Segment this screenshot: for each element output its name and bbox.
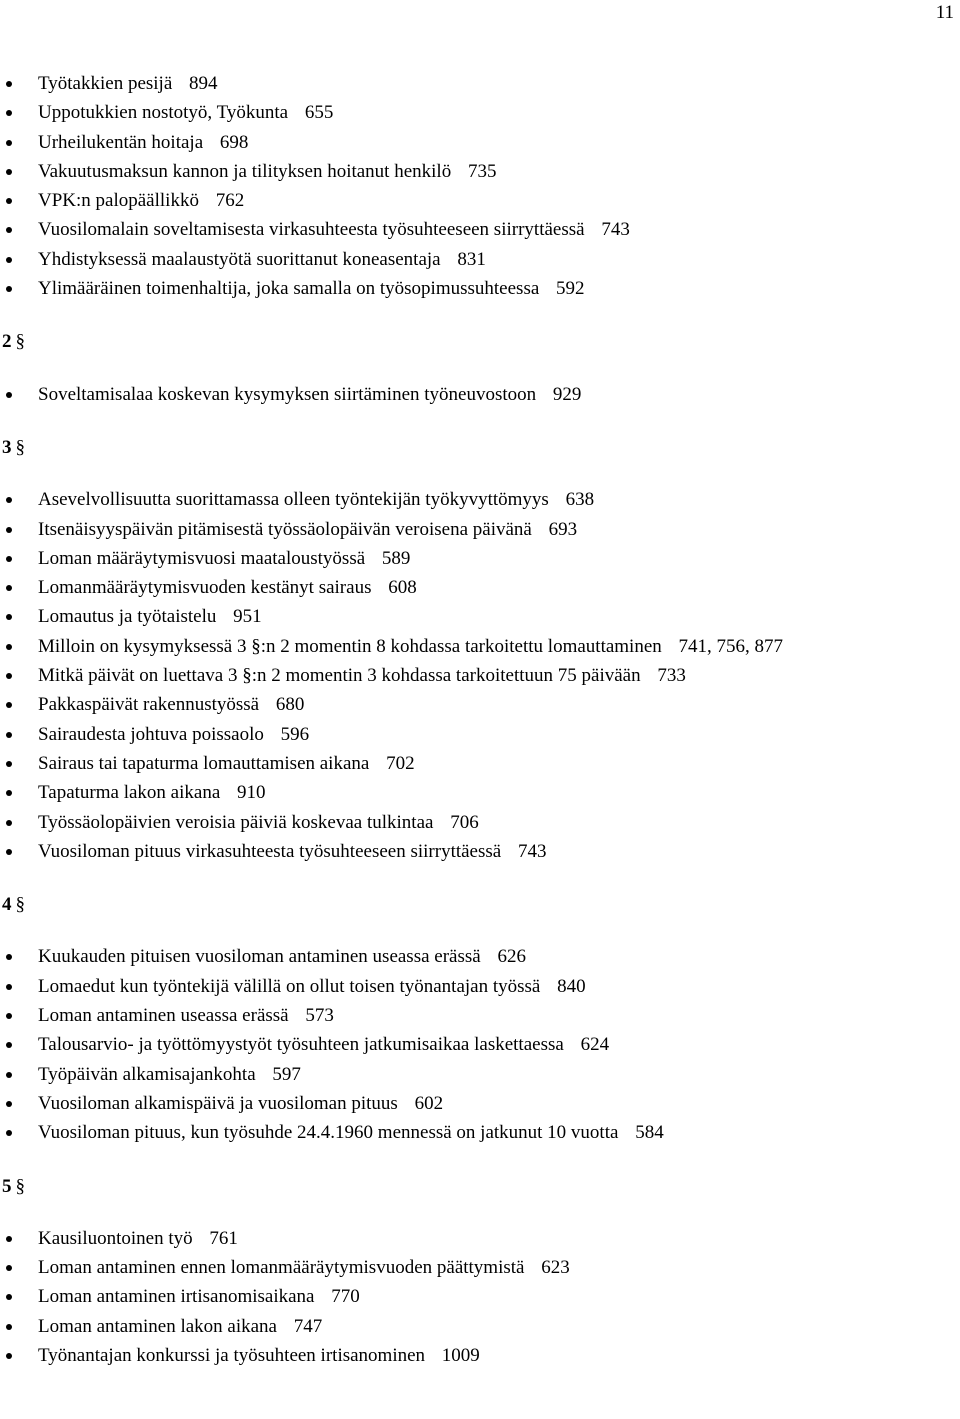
entry-text: Urheilukentän hoitaja <box>38 131 204 153</box>
entry-page-ref: 706 <box>450 811 479 833</box>
entry-text: Työssäolopäivien veroisia päiviä koskevaa tulkintaa <box>38 811 434 833</box>
bullet-icon <box>6 585 12 591</box>
entry-text: Itsenäisyyspäivän pitämisestä työssäolopäivän veroisena päivänä <box>38 518 532 540</box>
entry-page-ref: 1009 <box>441 1344 480 1366</box>
entry-text: Lomaedut kun työntekijä välillä on ollut toisen työnantajan työssä <box>38 975 541 997</box>
entry-page-ref: 608 <box>388 577 417 599</box>
bullet-icon <box>6 1353 12 1359</box>
entry-text: Uppotukkien nostotyö, Työkunta <box>38 102 289 124</box>
entry-text: Asevelvollisuutta suorittamassa olleen työntekijän työkyvyttömyys <box>38 489 549 511</box>
entry-page-ref: 626 <box>497 946 526 968</box>
list-item <box>0 515 950 544</box>
bullet-icon <box>6 140 12 146</box>
entry-page-ref: 747 <box>293 1315 323 1337</box>
list-item <box>0 1030 950 1059</box>
list-item <box>0 544 950 573</box>
entry-page-ref: 743 <box>601 219 630 241</box>
entry-text: Vakuutusmaksun kannon ja tilityksen hoitanut henkilö <box>38 160 452 182</box>
entry-text: Lomautus ja työtaistelu <box>38 606 217 628</box>
bullet-icon <box>6 81 12 87</box>
entry-page-ref: 894 <box>189 73 218 94</box>
list-item <box>0 808 950 837</box>
entry-text: Vuosiloman pituus virkasuhteesta työsuhteeseen siirryttäessä <box>38 840 502 862</box>
entry-text: Sairaudesta johtuva poissaolo <box>38 723 264 745</box>
section-heading <box>0 1172 950 1201</box>
list-item <box>0 972 950 1001</box>
entry-page-ref: 840 <box>557 975 586 997</box>
list-item <box>0 157 950 186</box>
entry-page-ref: 638 <box>565 489 595 511</box>
list-item <box>0 69 950 98</box>
bullet-icon <box>6 954 12 960</box>
list-item <box>0 245 950 274</box>
entry-text: Loman antaminen useassa erässä <box>38 1005 289 1027</box>
bullet-icon <box>6 198 12 204</box>
list-item <box>0 1118 950 1147</box>
bullet-icon <box>6 110 12 116</box>
list-item <box>0 602 950 631</box>
bullet-icon <box>6 1013 12 1019</box>
entry-page-ref: 910 <box>237 782 266 804</box>
list-item <box>0 1282 950 1311</box>
bullet-icon <box>6 556 12 562</box>
bullet-icon <box>6 392 12 398</box>
bullet-icon <box>6 702 12 708</box>
bullet-icon <box>6 614 12 620</box>
bullet-icon <box>6 527 12 533</box>
entry-page-ref: 584 <box>635 1122 664 1144</box>
entry-page-ref: 680 <box>275 694 305 716</box>
entry-list <box>0 942 950 1147</box>
bullet-icon <box>6 1042 12 1048</box>
bullet-icon <box>6 257 12 263</box>
entry-page-ref: 761 <box>209 1227 238 1249</box>
list-item <box>0 1060 950 1089</box>
entry-text: Loman määräytymisvuosi maataloustyössä <box>38 547 366 569</box>
list-item <box>0 1341 950 1370</box>
entry-text: Tapaturma lakon aikana <box>38 782 221 804</box>
entry-text: Soveltamisalaa koskevan kysymyksen siirtäminen työneuvostoon <box>38 383 537 405</box>
bullet-icon <box>6 286 12 292</box>
list-item <box>0 485 950 514</box>
entry-text: Lomanmääräytymisvuoden kestänyt sairaus <box>38 577 372 599</box>
bullet-icon <box>6 1324 12 1330</box>
entry-text: Pakkaspäivät rakennustyössä <box>38 694 260 716</box>
entry-page-ref: 589 <box>381 547 411 569</box>
index-content <box>0 69 950 1370</box>
entry-text: Työpäivän alkamisajankohta <box>38 1063 256 1085</box>
list-item <box>0 573 950 602</box>
list-item <box>0 720 950 749</box>
entry-text: Sairaus tai tapaturma lomauttamisen aikana <box>38 752 370 774</box>
entry-list <box>0 69 950 303</box>
list-item <box>0 749 950 778</box>
entry-text: Vuosiloman alkamispäivä ja vuosiloman pituus <box>38 1092 398 1114</box>
list-item <box>0 128 950 157</box>
entry-page-ref: 951 <box>233 606 262 628</box>
bullet-icon <box>6 984 12 990</box>
bullet-icon <box>6 1265 12 1271</box>
entry-page-ref: 735 <box>467 160 497 182</box>
section-number: 2 <box>2 331 12 353</box>
section-heading <box>0 890 950 919</box>
list-item <box>0 1312 950 1341</box>
list-item <box>0 380 950 409</box>
section-number: 4 <box>2 894 12 916</box>
entry-page-ref: 762 <box>215 190 245 212</box>
entry-text: Yhdistyksessä maalaustyötä suorittanut koneasentaja <box>38 248 441 270</box>
entry-page-ref: 733 <box>657 665 686 687</box>
entry-page-ref: 597 <box>272 1063 301 1085</box>
list-item <box>0 690 950 719</box>
bullet-icon <box>6 1130 12 1136</box>
list-item <box>0 1253 950 1282</box>
section-heading <box>0 327 950 356</box>
section-number: 3 <box>2 436 12 458</box>
entry-text: VPK:n palopäällikkö <box>38 190 199 212</box>
bullet-icon <box>6 673 12 679</box>
entry-text: Työtakkien pesijä <box>38 73 173 94</box>
entry-list <box>0 485 950 866</box>
entry-list <box>0 1224 950 1370</box>
section-sign: § <box>15 1175 25 1197</box>
section-sign: § <box>15 436 25 458</box>
entry-list <box>0 380 950 409</box>
list-item <box>0 778 950 807</box>
entry-text: Työnantajan konkurssi ja työsuhteen irtisanominen <box>38 1344 426 1366</box>
entry-text: Vuosilomalain soveltamisesta virkasuhteesta työsuhteeseen siirryttäessä <box>38 219 585 241</box>
list-item <box>0 215 950 244</box>
page-number: 11 <box>935 2 954 23</box>
entry-page-ref: 573 <box>305 1005 334 1027</box>
bullet-icon <box>6 644 12 650</box>
section-heading <box>0 433 950 462</box>
section-sign: § <box>15 894 25 916</box>
entry-page-ref: 693 <box>548 518 578 540</box>
bullet-icon <box>6 227 12 233</box>
list-item <box>0 98 950 127</box>
entry-text: Kuukauden pituisen vuosiloman antaminen useassa erässä <box>38 946 481 968</box>
entry-text: Talousarvio- ja työttömyystyöt työsuhteen jatkumisaikaa laskettaessa <box>38 1034 564 1056</box>
list-item <box>0 661 950 690</box>
entry-page-ref: 831 <box>457 248 486 270</box>
entry-text: Kausiluontoinen työ <box>38 1227 193 1249</box>
entry-text: Loman antaminen irtisanomisaikana <box>38 1286 315 1308</box>
bullet-icon <box>6 1294 12 1300</box>
entry-page-ref: 623 <box>541 1257 570 1279</box>
entry-page-ref: 702 <box>386 752 415 774</box>
list-item <box>0 1001 950 1030</box>
list-item <box>0 274 950 303</box>
entry-page-ref: 624 <box>580 1034 610 1056</box>
bullet-icon <box>6 790 12 796</box>
entry-page-ref: 592 <box>556 278 585 300</box>
bullet-icon <box>6 169 12 175</box>
entry-text: Loman antaminen lakon aikana <box>38 1315 277 1337</box>
bullet-icon <box>6 1072 12 1078</box>
section-sign: § <box>15 331 25 353</box>
bullet-icon <box>6 1101 12 1107</box>
bullet-icon <box>6 820 12 826</box>
entry-text: Mitkä päivät on luettava 3 §:n 2 momentin 3 kohdassa tarkoitettuun 75 päivään <box>38 665 641 687</box>
entry-page-ref: 929 <box>552 383 582 405</box>
list-item <box>0 1224 950 1253</box>
bullet-icon <box>6 1236 12 1242</box>
entry-page-ref: 698 <box>219 131 249 153</box>
entry-page-ref: 741, 756, 877 <box>678 635 784 657</box>
entry-text: Ylimääräinen toimenhaltija, joka samalla on työsopimussuhteessa <box>38 278 540 300</box>
entry-page-ref: 655 <box>304 102 334 124</box>
list-item <box>0 942 950 971</box>
list-item <box>0 1089 950 1118</box>
entry-text: Vuosiloman pituus, kun työsuhde 24.4.1960 mennessä on jatkunut 10 vuotta <box>38 1122 619 1144</box>
entry-page-ref: 770 <box>331 1286 360 1308</box>
list-item <box>0 632 950 661</box>
bullet-icon <box>6 732 12 738</box>
bullet-icon <box>6 761 12 767</box>
entry-text: Milloin on kysymyksessä 3 §:n 2 momentin 8 kohdassa tarkoitettu lomauttaminen <box>38 635 662 657</box>
list-item <box>0 186 950 215</box>
entry-page-ref: 596 <box>280 723 310 745</box>
entry-text: Loman antaminen ennen lomanmääräytymisvuoden päättymistä <box>38 1257 525 1279</box>
bullet-icon <box>6 849 12 855</box>
entry-page-ref: 602 <box>414 1092 444 1114</box>
list-item <box>0 837 950 866</box>
entry-page-ref: 743 <box>517 840 547 862</box>
bullet-icon <box>6 497 12 503</box>
section-number: 5 <box>2 1175 12 1197</box>
